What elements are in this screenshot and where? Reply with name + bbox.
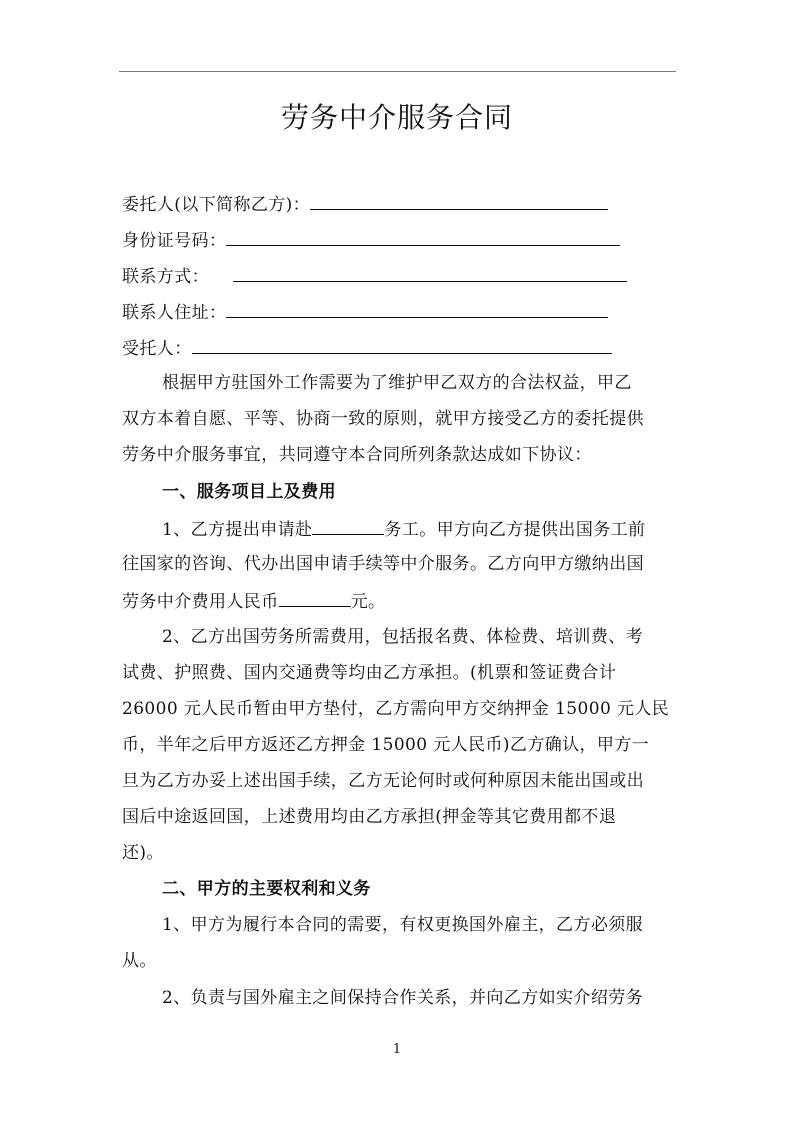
s1-item2-line: 试费、护照费、国内交通费等均由乙方承担。(机票和签证费合计 xyxy=(122,663,617,683)
intro-line: 双方本着自愿、平等、协商一致的原则，就甲方接受乙方的委托提供 xyxy=(122,409,644,429)
s1-item2-line: 旦为乙方办妥上述出国手续，乙方无论何时或何种原因未能出国或出 xyxy=(122,771,644,791)
section-heading: 一、服务项目上及费用 xyxy=(162,482,336,502)
field-client-label: 委托人(以下简称乙方)： xyxy=(122,195,311,215)
intro-line: 劳务中介服务事宜，共同遵守本合同所列条款达成如下协议： xyxy=(122,445,592,465)
fee-amount-blank[interactable] xyxy=(279,588,351,607)
field-agent-blank[interactable] xyxy=(192,335,612,354)
s1-item2-line: 币，半年之后甲方返还乙方押金 15000 元人民币)乙方确认，甲方一 xyxy=(122,735,650,755)
s2-item1-line: 1、甲方为履行本合同的需要，有权更换国外雇主，乙方必须服 xyxy=(162,915,644,935)
field-contact xyxy=(122,263,627,289)
field-id-number-blank[interactable] xyxy=(226,227,620,246)
field-id-number-label: 身份证号码： xyxy=(122,231,227,251)
s1-item2-line: 还)。 xyxy=(122,843,164,863)
field-address xyxy=(122,299,608,325)
s1-item2-line: 2、乙方出国劳务所需费用，包括报名费、体检费、培训费、考 xyxy=(162,627,644,647)
field-id-number xyxy=(122,227,620,253)
s1-item1-text: 元。 xyxy=(350,592,386,612)
s1-item1-line xyxy=(122,588,385,614)
field-address-label: 联系人住址： xyxy=(122,303,227,323)
header-rule xyxy=(119,71,676,72)
s2-item1-line: 从。 xyxy=(122,951,157,971)
page-number: 1 xyxy=(392,1042,402,1057)
s1-item1-text: 1、乙方提出申请赴 xyxy=(162,520,313,540)
document-title: 劳务中介服务合同 xyxy=(280,101,513,134)
s1-item1-line xyxy=(162,516,645,542)
section-heading: 二、甲方的主要权利和义务 xyxy=(162,879,371,899)
field-client xyxy=(122,191,608,217)
s2-item2-line: 2、负责与国外雇主之间保持合作关系，并向乙方如实介绍劳务 xyxy=(162,988,644,1008)
field-agent-label: 受托人： xyxy=(122,339,192,359)
field-client-blank[interactable] xyxy=(310,191,608,210)
field-address-blank[interactable] xyxy=(226,299,608,318)
s1-item1-text: 劳务中介费用人民币 xyxy=(122,592,279,612)
s1-item2-line: 26000 元人民币暂由甲方垫付，乙方需向甲方交纳押金 15000 元人民 xyxy=(122,699,670,719)
field-contact-label: 联系方式： xyxy=(122,267,209,287)
intro-line: 根据甲方驻国外工作需要为了维护甲乙双方的合法权益，甲乙 xyxy=(162,373,632,393)
field-contact-blank[interactable] xyxy=(233,263,627,282)
destination-blank[interactable] xyxy=(312,516,384,535)
s1-item2-line: 国后中途返回国，上述费用均由乙方承担(押金等其它费用都不退 xyxy=(122,807,617,827)
field-agent xyxy=(122,335,612,361)
s1-item1-line: 往国家的咨询、代办出国申请手续等中介服务。乙方向甲方缴纳出国 xyxy=(122,554,644,574)
s1-item1-text: 务工。甲方向乙方提供出国务工前 xyxy=(384,520,646,540)
